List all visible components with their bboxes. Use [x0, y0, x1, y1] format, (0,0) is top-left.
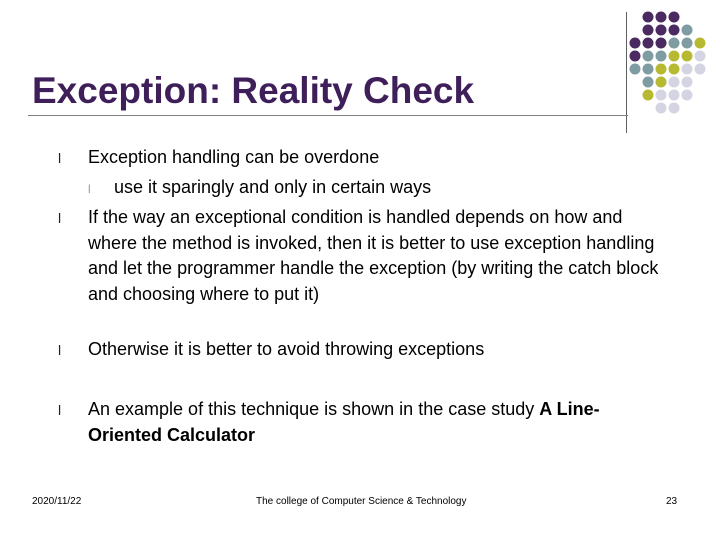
bullet-item: Exception handling can be overdone: [88, 147, 380, 167]
page-number: 23: [666, 496, 678, 507]
bullet-marker: l: [58, 342, 62, 358]
footer-center: The college of Computer Science & Technology: [256, 496, 467, 507]
footer-date: 2020/11/22: [32, 496, 82, 507]
bullet-item: [88, 397, 668, 448]
bullet-item: Otherwise it is better to avoid throwing exceptions: [88, 339, 485, 359]
bullet-marker: l: [58, 402, 62, 418]
slide-title: Exception: Reality Check: [32, 70, 475, 111]
sub-bullet-item: use it sparingly and only in certain ways: [114, 177, 432, 197]
case-study-name: A Line-Oriented Calculator: [88, 399, 600, 445]
bullet-item: If the way an exceptional condition is handled depends on how and where the method is invoked, then it is better to use exception handling and let the programmer handle the exception (by writing the catch block and choosing where to put it): [88, 207, 659, 304]
bullet-text-prefix: An example of this technique is shown in the case study: [88, 399, 540, 419]
bullet-marker: l: [58, 210, 62, 226]
sub-bullet-marker: l: [88, 182, 91, 196]
bullet-marker: l: [58, 150, 62, 166]
